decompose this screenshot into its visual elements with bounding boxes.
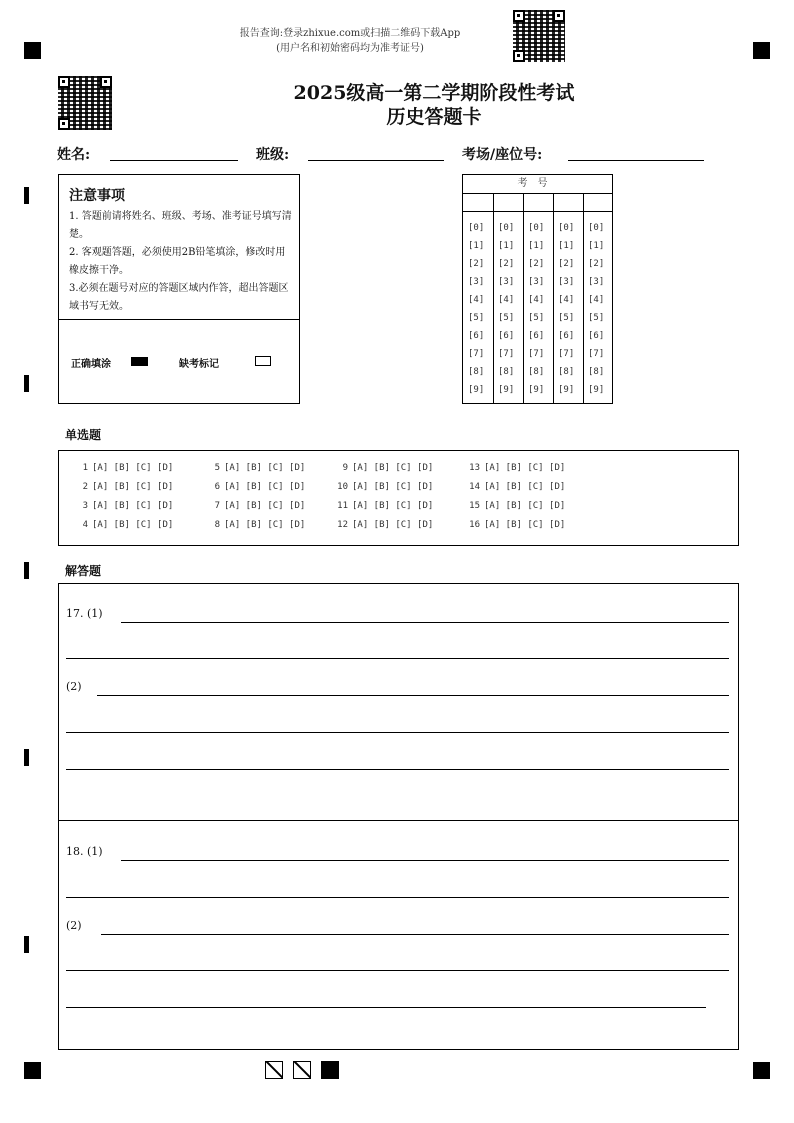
exam-id-digit-bubble[interactable]: [4] xyxy=(588,295,605,305)
notice-list xyxy=(69,208,293,316)
exam-id-digit-bubble[interactable]: [0] xyxy=(588,223,605,233)
exam-id-digit-bubble[interactable]: [7] xyxy=(588,349,605,359)
question-18-part2-label: (2) xyxy=(66,919,82,932)
exam-id-digit-bubble[interactable]: [8] xyxy=(498,367,515,377)
choice-item[interactable] xyxy=(76,463,173,473)
question-17-box xyxy=(58,583,739,821)
exam-id-digit-bubble[interactable]: [8] xyxy=(558,367,575,377)
choice-item[interactable] xyxy=(468,482,565,492)
choice-item[interactable] xyxy=(76,501,173,511)
notice-item: 2. 客观题答题，必须使用2B铅笔填涂，修改时用橡皮擦干净。 xyxy=(69,247,286,276)
exam-id-digit-bubble[interactable]: [4] xyxy=(528,295,545,305)
timing-mark xyxy=(24,187,29,204)
choice-item[interactable] xyxy=(336,463,433,473)
question-number: 2 xyxy=(82,482,88,492)
column-divider xyxy=(493,193,494,404)
registration-mark-bottom-right xyxy=(753,1062,770,1079)
question-number: 3 xyxy=(82,501,88,511)
absent-mark-box[interactable] xyxy=(255,356,271,366)
question-number: 12 xyxy=(337,520,348,530)
timing-mark xyxy=(24,936,29,953)
question-number: 10 xyxy=(337,482,348,492)
exam-id-digit-bubble[interactable]: [4] xyxy=(498,295,515,305)
name-label: 姓名: xyxy=(57,147,91,163)
exam-id-digit-bubble[interactable]: [1] xyxy=(588,241,605,251)
answer-line[interactable] xyxy=(66,769,729,770)
exam-id-digit-bubble[interactable]: [3] xyxy=(558,277,575,287)
login-hint-text: (用户名和初始密码均为准考证号) xyxy=(276,43,424,54)
page-mark-filled xyxy=(321,1061,339,1079)
exam-id-digit-bubble[interactable]: [7] xyxy=(558,349,575,359)
question-18-box xyxy=(58,820,739,1050)
seat-field[interactable] xyxy=(568,160,704,161)
answer-options[interactable]: [A] [B] [C] [D] xyxy=(92,463,174,473)
timing-mark xyxy=(24,562,29,579)
answer-options[interactable]: [A] [B] [C] [D] xyxy=(352,463,434,473)
notice-divider xyxy=(59,319,299,320)
exam-id-digit-bubble[interactable]: [6] xyxy=(588,331,605,341)
notice-title: 注意事项 xyxy=(69,188,125,204)
answer-options[interactable]: [A] [B] [C] [D] xyxy=(224,482,306,492)
exam-id-digit-bubble[interactable]: [5] xyxy=(588,313,605,323)
answer-options[interactable]: [A] [B] [C] [D] xyxy=(484,520,566,530)
exam-id-digit-bubble[interactable]: [0] xyxy=(528,223,545,233)
choice-item[interactable] xyxy=(208,520,305,530)
exam-id-digit-bubble[interactable]: [6] xyxy=(468,331,485,341)
timing-mark xyxy=(24,375,29,392)
exam-id-digit-bubble[interactable]: [9] xyxy=(468,385,485,395)
answer-options[interactable]: [A] [B] [C] [D] xyxy=(484,463,566,473)
answer-options[interactable]: [A] [B] [C] [D] xyxy=(92,482,174,492)
question-number: 4 xyxy=(82,520,88,530)
exam-id-digit-bubble[interactable]: [3] xyxy=(498,277,515,287)
exam-id-digit-bubble[interactable]: [9] xyxy=(498,385,515,395)
page-mark-crossed xyxy=(293,1061,311,1079)
exam-id-digit-bubble[interactable]: [3] xyxy=(468,277,485,287)
answer-options[interactable]: [A] [B] [C] [D] xyxy=(92,501,174,511)
exam-id-header: 考号 xyxy=(463,175,612,194)
exam-id-digit-bubble[interactable]: [0] xyxy=(468,223,485,233)
question-number: 11 xyxy=(337,501,348,511)
download-qr-code xyxy=(513,10,565,62)
exam-id-digit-bubble[interactable]: [6] xyxy=(558,331,575,341)
exam-id-digit-bubble[interactable]: [2] xyxy=(468,259,485,269)
question-number: 6 xyxy=(214,482,220,492)
single-choice-label: 单选题 xyxy=(65,428,102,442)
exam-id-column[interactable] xyxy=(558,219,574,399)
absent-mark-label: 缺考标记 xyxy=(179,359,219,370)
exam-id-digit-bubble[interactable]: [1] xyxy=(498,241,515,251)
exam-id-digit-bubble[interactable]: [5] xyxy=(528,313,545,323)
notice-box xyxy=(58,174,300,404)
answer-options[interactable]: [A] [B] [C] [D] xyxy=(352,501,434,511)
question-number: 1 xyxy=(82,463,88,473)
exam-id-column[interactable] xyxy=(588,219,604,399)
exam-id-digit-bubble[interactable]: [1] xyxy=(558,241,575,251)
choice-item[interactable] xyxy=(208,482,305,492)
exam-id-digit-bubble[interactable]: [7] xyxy=(498,349,515,359)
choice-item[interactable] xyxy=(208,501,305,511)
exam-id-digit-bubble[interactable]: [9] xyxy=(528,385,545,395)
answer-line[interactable] xyxy=(97,695,729,696)
choice-item[interactable] xyxy=(208,463,305,473)
question-18-label: 18. (1) xyxy=(66,845,103,858)
registration-mark-top-right xyxy=(753,42,770,59)
question-17-label: 17. (1) xyxy=(66,607,103,620)
exam-id-digit-bubble[interactable]: [0] xyxy=(558,223,575,233)
seat-label: 考场/座位号: xyxy=(462,147,543,163)
question-number: 15 xyxy=(469,501,480,511)
exam-id-column[interactable] xyxy=(528,219,544,399)
correct-fill-label: 正确填涂 xyxy=(71,359,111,370)
correct-fill-sample xyxy=(131,357,148,366)
exam-id-digit-bubble[interactable]: [8] xyxy=(588,367,605,377)
question-17-part2-label: (2) xyxy=(66,680,82,693)
exam-id-digit-bubble[interactable]: [3] xyxy=(588,277,605,287)
exam-id-write-row[interactable] xyxy=(463,193,612,212)
answer-options[interactable]: [A] [B] [C] [D] xyxy=(92,520,174,530)
choice-item[interactable] xyxy=(336,482,433,492)
exam-id-digit-bubble[interactable]: [2] xyxy=(528,259,545,269)
choice-item[interactable] xyxy=(76,520,173,530)
question-number: 16 xyxy=(469,520,480,530)
answer-line[interactable] xyxy=(66,897,729,898)
class-field[interactable] xyxy=(308,160,444,161)
choice-item[interactable] xyxy=(76,482,173,492)
answer-section-label: 解答题 xyxy=(65,564,102,578)
exam-id-digit-bubble[interactable]: [4] xyxy=(468,295,485,305)
exam-id-digit-bubble[interactable]: [8] xyxy=(528,367,545,377)
exam-id-digit-bubble[interactable]: [2] xyxy=(498,259,515,269)
exam-id-digit-bubble[interactable]: [6] xyxy=(498,331,515,341)
column-divider xyxy=(553,193,554,404)
exam-id-digit-bubble[interactable]: [0] xyxy=(498,223,515,233)
single-choice-box xyxy=(58,450,739,546)
exam-id-digit-bubble[interactable]: [9] xyxy=(558,385,575,395)
name-field[interactable] xyxy=(110,160,238,161)
answer-line[interactable] xyxy=(101,934,729,935)
subject-title: 历史答题卡 xyxy=(386,106,482,128)
timing-mark xyxy=(24,749,29,766)
answer-line[interactable] xyxy=(121,622,729,623)
registration-mark-bottom-left xyxy=(24,1062,41,1079)
question-number: 9 xyxy=(342,463,348,473)
exam-id-digit-bubble[interactable]: [5] xyxy=(468,313,485,323)
choice-item[interactable] xyxy=(468,520,565,530)
exam-id-digit-bubble[interactable]: [4] xyxy=(558,295,575,305)
answer-line[interactable] xyxy=(66,970,729,971)
answer-line[interactable] xyxy=(66,732,729,733)
choice-item[interactable] xyxy=(336,520,433,530)
answer-line[interactable] xyxy=(121,860,729,861)
exam-title: 2025级高一第二学期阶段性考试 xyxy=(293,82,575,104)
answer-options[interactable]: [A] [B] [C] [D] xyxy=(224,463,306,473)
exam-id-digit-bubble[interactable]: [1] xyxy=(468,241,485,251)
question-number: 14 xyxy=(469,482,480,492)
question-number: 8 xyxy=(214,520,220,530)
exam-id-digit-bubble[interactable]: [6] xyxy=(528,331,545,341)
answer-line[interactable] xyxy=(66,1007,706,1008)
exam-id-grid xyxy=(462,174,613,404)
exam-id-column[interactable] xyxy=(468,219,484,399)
exam-id-digit-bubble[interactable]: [3] xyxy=(528,277,545,287)
answer-options[interactable]: [A] [B] [C] [D] xyxy=(484,482,566,492)
answer-options[interactable]: [A] [B] [C] [D] xyxy=(352,482,434,492)
question-number: 5 xyxy=(214,463,220,473)
class-label: 班级: xyxy=(256,147,290,163)
exam-id-digit-bubble[interactable]: [2] xyxy=(588,259,605,269)
choice-item[interactable] xyxy=(468,463,565,473)
exam-id-digit-bubble[interactable]: [1] xyxy=(528,241,545,251)
report-query-text: 报告查询:登录zhixue.com或扫描二维码下载App xyxy=(239,28,461,39)
exam-id-column[interactable] xyxy=(498,219,514,399)
question-number: 7 xyxy=(214,501,220,511)
notice-item: 1. 答题前请将姓名、班级、考场、准考证号填写清楚。 xyxy=(69,211,292,240)
exam-id-digit-bubble[interactable]: [7] xyxy=(528,349,545,359)
answer-options[interactable]: [A] [B] [C] [D] xyxy=(484,501,566,511)
exam-id-digit-bubble[interactable]: [9] xyxy=(588,385,605,395)
answer-line[interactable] xyxy=(66,658,729,659)
question-number: 13 xyxy=(469,463,480,473)
exam-id-digit-bubble[interactable]: [5] xyxy=(498,313,515,323)
registration-mark-top-left xyxy=(24,42,41,59)
exam-id-digit-bubble[interactable]: [5] xyxy=(558,313,575,323)
notice-item: 3.必须在题号对应的答题区域内作答，超出答题区域书写无效。 xyxy=(69,283,289,312)
exam-id-digit-bubble[interactable]: [2] xyxy=(558,259,575,269)
exam-id-digit-bubble[interactable]: [8] xyxy=(468,367,485,377)
column-divider xyxy=(583,193,584,404)
choice-item[interactable] xyxy=(336,501,433,511)
page-mark-crossed xyxy=(265,1061,283,1079)
choice-item[interactable] xyxy=(468,501,565,511)
answer-options[interactable]: [A] [B] [C] [D] xyxy=(224,501,306,511)
exam-id-digit-bubble[interactable]: [7] xyxy=(468,349,485,359)
answer-options[interactable]: [A] [B] [C] [D] xyxy=(224,520,306,530)
column-divider xyxy=(523,193,524,404)
answer-options[interactable]: [A] [B] [C] [D] xyxy=(352,520,434,530)
